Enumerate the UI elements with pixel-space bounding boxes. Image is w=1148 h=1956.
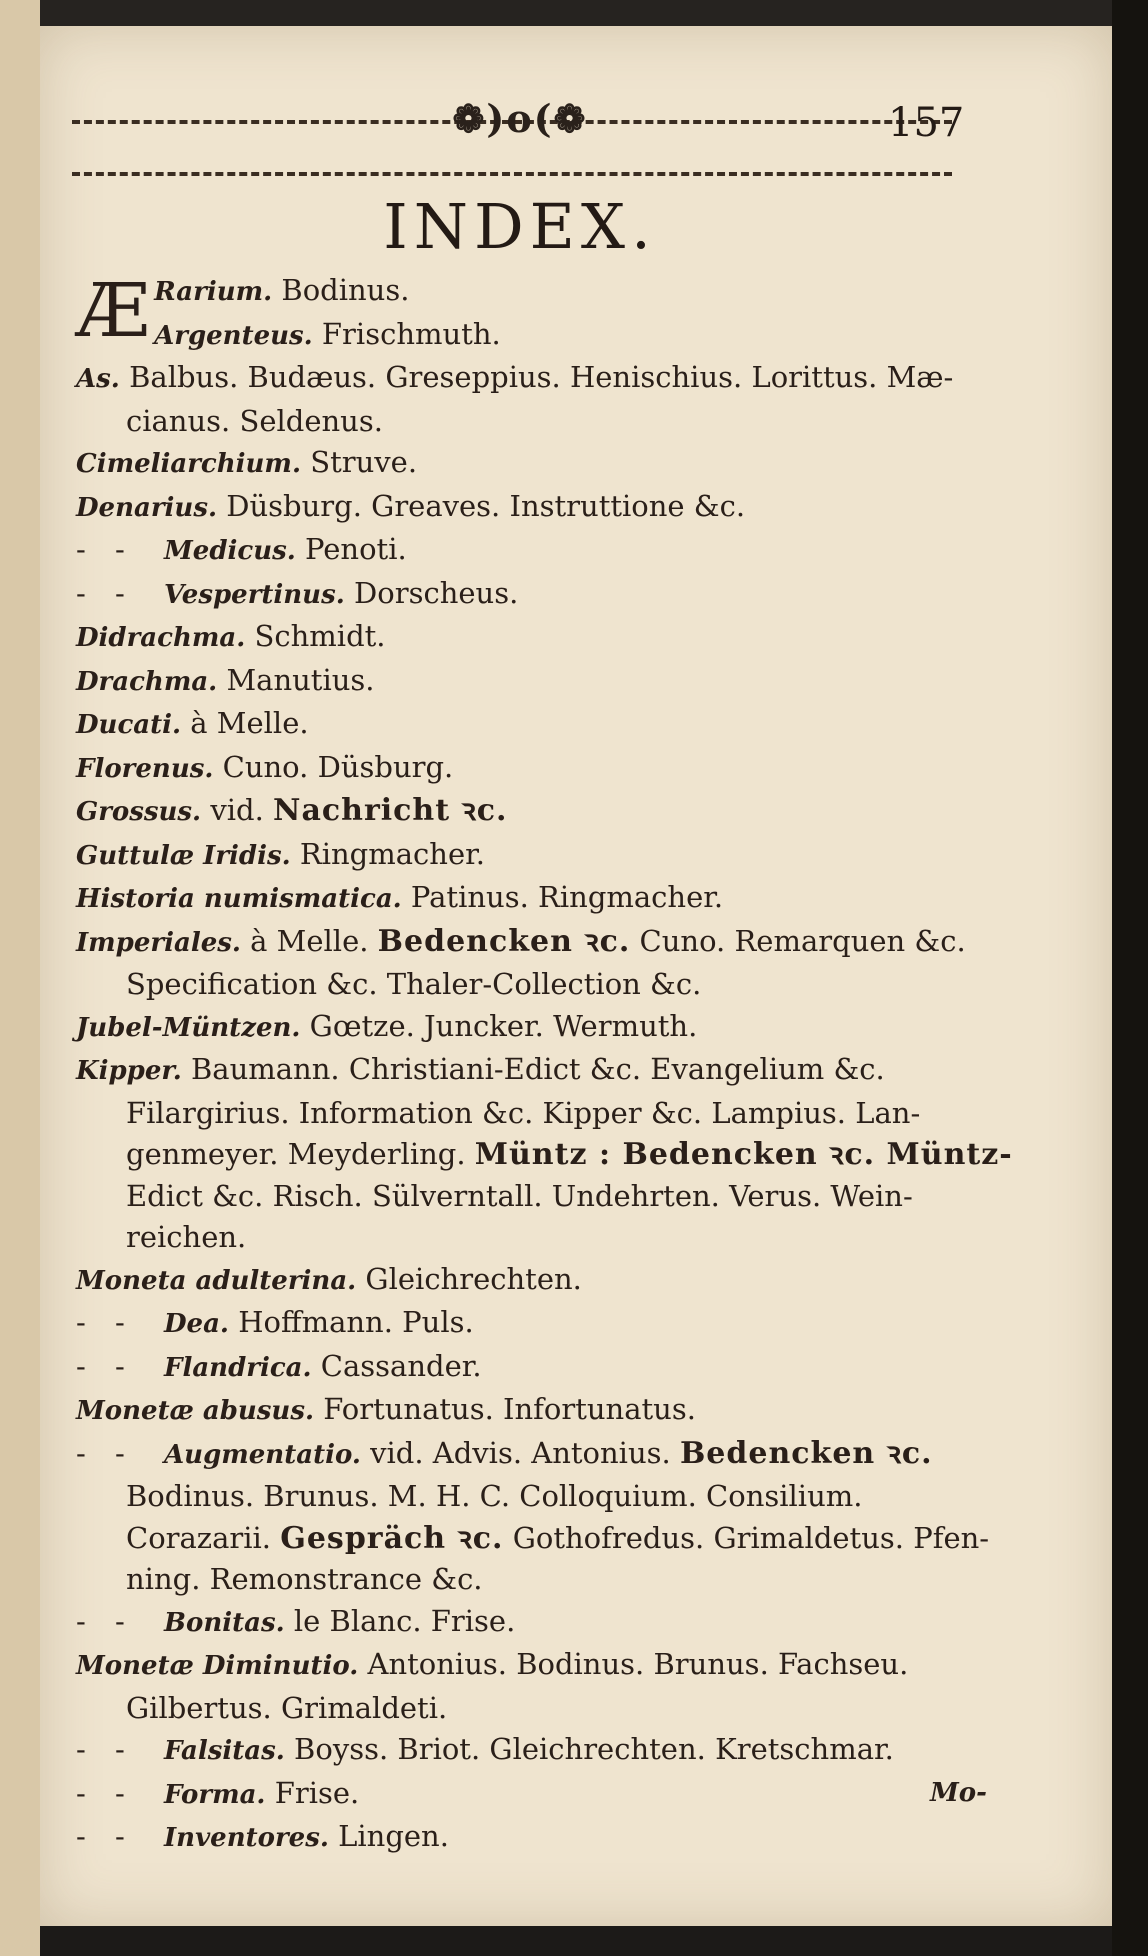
index-entry: As. Balbus. Budæus. Greseppius. Henischius. Lorittus. Mæ- xyxy=(76,360,954,394)
index-entry: Imperiales. à Melle. Bedencken ꝛc. Cuno. Remarquen &c. xyxy=(76,923,966,959)
page-number: 157 xyxy=(888,100,965,146)
index-entry: Monetæ Diminutio. Antonius. Bodinus. Brunus. Fachseu. xyxy=(76,1647,909,1681)
index-entry: Cimeliarchium. Struve. xyxy=(76,445,418,479)
page-top-edge xyxy=(40,0,1112,26)
index-entry-continued: cianus. Seldenus. xyxy=(126,403,383,438)
index-entry: Argenteus. Frischmuth. xyxy=(154,316,501,351)
index-entry: Moneta adulterina. Gleichrechten. xyxy=(76,1261,582,1296)
index-subentry: - - Forma. Frise. xyxy=(76,1775,360,1810)
right-background xyxy=(1112,0,1148,1956)
index-entry: Kipper. Baumann. Christiani-Edict &c. Evangelium &c. xyxy=(76,1052,885,1086)
index-entry: Ducati. à Melle. xyxy=(76,706,309,740)
index-entry-continued: Specification &c. Thaler-Collection &c. xyxy=(126,967,702,1001)
header-rule-bottom xyxy=(72,172,952,176)
index-entry-continued: Bodinus. Brunus. M. H. C. Colloquium. Consilium. xyxy=(126,1479,863,1513)
index-entry: Denarius. Düsburg. Greaves. Instruttione &c. xyxy=(76,488,746,523)
index-subentry: - - Medicus. Penoti. xyxy=(76,532,407,566)
index-entry-continued: reichen. xyxy=(126,1220,247,1254)
index-entry: Drachma. Manutius. xyxy=(76,662,375,697)
index-entry: Æ Rarium. Bodinus. xyxy=(76,268,410,354)
index-subentry: - - Falsitas. Boyss. Briot. Gleichrechten. Kretschmar. xyxy=(76,1732,894,1766)
index-subentry: - - Augmentatio. vid. Advis. Antonius. Bedencken ꝛc. xyxy=(76,1435,933,1471)
index-entry: Historia numismatica. Patinus. Ringmacher. xyxy=(76,880,724,914)
index-entry-continued: Gilbertus. Grimaldeti. xyxy=(126,1690,448,1725)
index-subentry: - - Flandrica. Cassander. xyxy=(76,1348,482,1383)
index-entry-continued: Edict &c. Risch. Sülverntall. Undehrten. Verus. Wein- xyxy=(126,1178,913,1213)
index-subentry: - - Bonitas. le Blanc. Frise. xyxy=(76,1603,516,1638)
header-ornament: ❁)o(❁ xyxy=(452,96,588,141)
page-title: INDEX. xyxy=(383,190,657,263)
index-subentry: - - Dea. Hoffmann. Puls. xyxy=(76,1305,474,1339)
index-entry: Florenus. Cuno. Düsburg. xyxy=(76,749,454,784)
index-entry: Grossus. vid. Nachricht ꝛc. xyxy=(76,793,508,828)
index-entry: Didrachma. Schmidt. xyxy=(76,619,386,653)
index-entry-continued: Filargirius. Information &c. Kipper &c. Lampius. Lan- xyxy=(126,1095,921,1130)
index-subentry: - - Vespertinus. Dorscheus. xyxy=(76,575,519,610)
index-entry: Guttulæ Iridis. Ringmacher. xyxy=(76,836,486,871)
index-entry: Jubel-Müntzen. Gœtze. Juncker. Wermuth. xyxy=(76,1008,698,1043)
index-subentry: - - Inventores. Lingen. xyxy=(76,1819,449,1853)
index-entry: Monetæ abusus. Fortunatus. Infortunatus. xyxy=(76,1392,696,1426)
index-entry-continued: Corazarii. Gespräch ꝛc. Gothofredus. Grimaldetus. Pfen- xyxy=(126,1520,990,1556)
facing-page-edge xyxy=(0,0,40,1956)
initial-letter: Æ xyxy=(76,268,151,354)
catchword: Mo- xyxy=(930,1778,987,1808)
index-entry-continued: ning. Remonstrance &c. xyxy=(126,1562,483,1596)
index-entries xyxy=(76,268,1013,1860)
index-entry-continued: genmeyer. Meyderling. Müntz : Bedencken ꝛc. Müntz- xyxy=(126,1137,1013,1172)
